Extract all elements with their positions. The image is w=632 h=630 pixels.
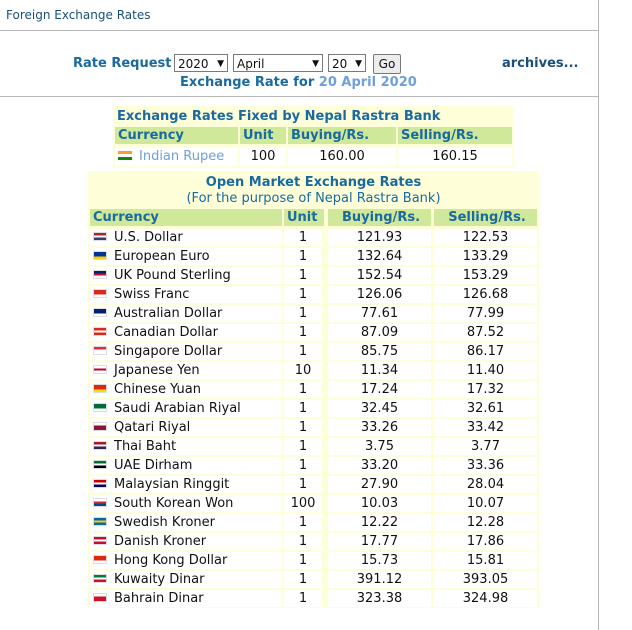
selling-cell: 393.05 <box>434 571 537 588</box>
buying-cell: 3.75 <box>328 438 431 455</box>
table-row <box>88 551 539 570</box>
currency-name: Bahrain Dinar <box>114 591 204 606</box>
selling-cell: 10.07 <box>434 495 537 512</box>
fixed-selling-cell: 160.15 <box>398 148 512 166</box>
open-header-selling: Selling/Rs. <box>434 209 537 226</box>
selling-cell: 3.77 <box>434 438 537 455</box>
currency-name: Swedish Kroner <box>114 515 216 530</box>
unit-cell: 1 <box>284 248 322 265</box>
unit-cell: 1 <box>284 229 322 246</box>
bahrain-flag-icon <box>93 593 107 602</box>
open-header-currency: Currency <box>90 209 282 226</box>
table-row <box>88 266 539 285</box>
us-flag-icon <box>93 232 107 241</box>
unit-cell: 1 <box>284 514 322 531</box>
currency-name: Canadian Dollar <box>114 325 218 340</box>
currency-cell <box>90 324 282 341</box>
selling-cell: 87.52 <box>434 324 537 341</box>
right-border-line <box>598 0 599 630</box>
currency-name: Malaysian Ringgit <box>114 477 230 492</box>
selling-cell: 12.28 <box>434 514 537 531</box>
malaysia-flag-icon <box>93 479 107 488</box>
saudi-flag-icon <box>93 403 107 412</box>
india-flag-icon <box>118 151 132 160</box>
unit-cell: 1 <box>284 438 322 455</box>
currency-cell <box>90 438 282 455</box>
exchange-rate-date-line <box>180 75 417 90</box>
unit-cell: 1 <box>284 267 322 284</box>
unit-cell: 10 <box>284 362 322 379</box>
day-select[interactable] <box>328 54 366 72</box>
open-market-rows <box>88 228 539 608</box>
table-row <box>88 475 539 494</box>
table-row <box>88 323 539 342</box>
hongkong-flag-icon <box>93 555 107 564</box>
selling-cell: 17.86 <box>434 533 537 550</box>
go-button[interactable]: Go <box>373 54 401 74</box>
selling-cell: 324.98 <box>434 590 537 607</box>
currency-cell <box>90 457 282 474</box>
unit-cell: 1 <box>284 552 322 569</box>
currency-name: Kuwaity Dinar <box>114 572 205 587</box>
selling-cell: 33.42 <box>434 419 537 436</box>
japan-flag-icon <box>93 365 107 374</box>
china-flag-icon <box>93 384 107 393</box>
currency-name: European Euro <box>114 249 210 264</box>
archives-link[interactable]: archives... <box>502 56 579 71</box>
buying-cell: 11.34 <box>328 362 431 379</box>
buying-cell: 17.77 <box>328 533 431 550</box>
buying-cell: 10.03 <box>328 495 431 512</box>
page-header <box>0 0 598 31</box>
fixed-buying-cell: 160.00 <box>288 148 396 166</box>
table-row <box>88 380 539 399</box>
selling-cell: 86.17 <box>434 343 537 360</box>
fixed-rates-table <box>113 106 514 168</box>
month-select-value: April <box>237 57 265 71</box>
korea-flag-icon <box>93 498 107 507</box>
fixed-header-buying: Buying/Rs. <box>288 127 396 144</box>
currency-name: Thai Baht <box>114 439 177 454</box>
table-row <box>88 589 539 608</box>
table-row <box>88 285 539 304</box>
day-dropdown-arrow-icon: ▼ <box>355 59 362 69</box>
currency-name: Singapore Dollar <box>114 344 223 359</box>
buying-cell: 27.90 <box>328 476 431 493</box>
open-header-buying: Buying/Rs. <box>328 209 431 226</box>
unit-cell: 1 <box>284 343 322 360</box>
buying-cell: 33.26 <box>328 419 431 436</box>
currency-cell <box>90 533 282 550</box>
buying-cell: 121.93 <box>328 229 431 246</box>
year-select-value: 2020 <box>178 57 209 71</box>
uk-flag-icon <box>93 270 107 279</box>
table-row <box>88 361 539 380</box>
table-row <box>88 494 539 513</box>
unit-cell: 1 <box>284 476 322 493</box>
swiss-flag-icon <box>93 289 107 298</box>
table-row <box>88 247 539 266</box>
fixed-header-selling: Selling/Rs. <box>398 127 512 144</box>
selling-cell: 15.81 <box>434 552 537 569</box>
table-row <box>88 399 539 418</box>
currency-cell <box>90 286 282 303</box>
table-row <box>88 418 539 437</box>
table-row <box>88 228 539 247</box>
buying-cell: 15.73 <box>328 552 431 569</box>
fixed-rates-header-row <box>113 127 514 144</box>
fixed-currency-name[interactable]: Indian Rupee <box>139 149 225 164</box>
table-row <box>88 570 539 589</box>
page-title: Foreign Exchange Rates <box>6 8 151 22</box>
month-select[interactable] <box>233 54 323 72</box>
kuwait-flag-icon <box>93 574 107 583</box>
selling-cell: 11.40 <box>434 362 537 379</box>
buying-cell: 32.45 <box>328 400 431 417</box>
unit-cell: 1 <box>284 400 322 417</box>
table-row <box>88 342 539 361</box>
fixed-unit-cell: 100 <box>240 148 286 166</box>
selling-cell: 133.29 <box>434 248 537 265</box>
currency-cell <box>90 552 282 569</box>
currency-name: Hong Kong Dollar <box>114 553 228 568</box>
selling-cell: 122.53 <box>434 229 537 246</box>
unit-cell: 1 <box>284 571 322 588</box>
buying-cell: 77.61 <box>328 305 431 322</box>
buying-cell: 323.38 <box>328 590 431 607</box>
selling-cell: 17.32 <box>434 381 537 398</box>
table-row <box>88 437 539 456</box>
unit-cell: 1 <box>284 533 322 550</box>
open-header-unit: Unit <box>284 209 324 226</box>
open-market-header-row <box>88 209 539 226</box>
currency-cell <box>90 590 282 607</box>
unit-cell: 1 <box>284 286 322 303</box>
rate-request-label: Rate Request <box>73 56 172 71</box>
buying-cell: 132.64 <box>328 248 431 265</box>
selling-cell: 33.36 <box>434 457 537 474</box>
fixed-rates-title: Exchange Rates Fixed by Nepal Rastra Bank <box>117 109 441 124</box>
currency-cell <box>90 495 282 512</box>
year-select[interactable] <box>174 54 228 72</box>
buying-cell: 12.22 <box>328 514 431 531</box>
unit-cell: 100 <box>284 495 322 512</box>
uae-flag-icon <box>93 460 107 469</box>
day-select-value: 20 <box>332 57 348 71</box>
currency-name: Australian Dollar <box>114 306 223 321</box>
denmark-flag-icon <box>93 536 107 545</box>
buying-cell: 87.09 <box>328 324 431 341</box>
currency-name: South Korean Won <box>114 496 234 511</box>
unit-cell: 1 <box>284 381 322 398</box>
selling-cell: 32.61 <box>434 400 537 417</box>
month-dropdown-arrow-icon: ▼ <box>312 59 319 69</box>
currency-name: Qatari Riyal <box>114 420 191 435</box>
currency-cell <box>90 305 282 322</box>
unit-cell: 1 <box>284 324 322 341</box>
buying-cell: 152.54 <box>328 267 431 284</box>
selling-cell: 153.29 <box>434 267 537 284</box>
eu-flag-icon <box>93 251 107 260</box>
currency-name: UK Pound Sterling <box>114 268 231 283</box>
currency-cell <box>90 248 282 265</box>
table-row <box>88 532 539 551</box>
currency-cell <box>90 571 282 588</box>
sweden-flag-icon <box>93 517 107 526</box>
currency-cell <box>90 362 282 379</box>
selling-cell: 126.68 <box>434 286 537 303</box>
table-row <box>88 304 539 323</box>
buying-cell: 33.20 <box>328 457 431 474</box>
buying-cell: 85.75 <box>328 343 431 360</box>
selling-cell: 28.04 <box>434 476 537 493</box>
open-market-subtitle: (For the purpose of Nepal Rastra Bank) <box>186 191 441 206</box>
fixed-currency-cell <box>115 148 238 166</box>
currency-cell <box>90 476 282 493</box>
currency-cell <box>90 229 282 246</box>
currency-cell <box>90 400 282 417</box>
currency-name: Japanese Yen <box>114 363 200 378</box>
buying-cell: 17.24 <box>328 381 431 398</box>
unit-cell: 1 <box>284 305 322 322</box>
exchange-rate-prefix: Exchange Rate for <box>180 75 315 90</box>
currency-name: UAE Dirham <box>114 458 193 473</box>
singapore-flag-icon <box>93 346 107 355</box>
canada-flag-icon <box>93 327 107 336</box>
currency-name: Swiss Franc <box>114 287 190 302</box>
currency-name: Saudi Arabian Riyal <box>114 401 241 416</box>
australia-flag-icon <box>93 308 107 317</box>
exchange-rate-date: 20 April 2020 <box>318 75 417 90</box>
currency-name: U.S. Dollar <box>114 230 183 245</box>
currency-name: Danish Kroner <box>114 534 207 549</box>
unit-cell: 1 <box>284 457 322 474</box>
table-row <box>88 456 539 475</box>
currency-cell <box>90 343 282 360</box>
qatar-flag-icon <box>93 422 107 431</box>
currency-cell <box>90 419 282 436</box>
table-row <box>88 513 539 532</box>
open-market-title: Open Market Exchange Rates <box>205 175 422 190</box>
fixed-header-currency: Currency <box>115 127 238 144</box>
open-market-table <box>88 171 539 608</box>
fixed-header-unit: Unit <box>240 127 286 144</box>
buying-cell: 391.12 <box>328 571 431 588</box>
year-dropdown-arrow-icon: ▼ <box>217 59 224 69</box>
buying-cell: 126.06 <box>328 286 431 303</box>
fixed-rate-row <box>113 148 514 166</box>
unit-cell: 1 <box>284 419 322 436</box>
currency-cell <box>90 381 282 398</box>
currency-cell <box>90 267 282 284</box>
unit-cell: 1 <box>284 590 322 607</box>
selling-cell: 77.99 <box>434 305 537 322</box>
currency-cell <box>90 514 282 531</box>
separator-line <box>0 96 598 97</box>
currency-name: Chinese Yuan <box>114 382 201 397</box>
thailand-flag-icon <box>93 441 107 450</box>
